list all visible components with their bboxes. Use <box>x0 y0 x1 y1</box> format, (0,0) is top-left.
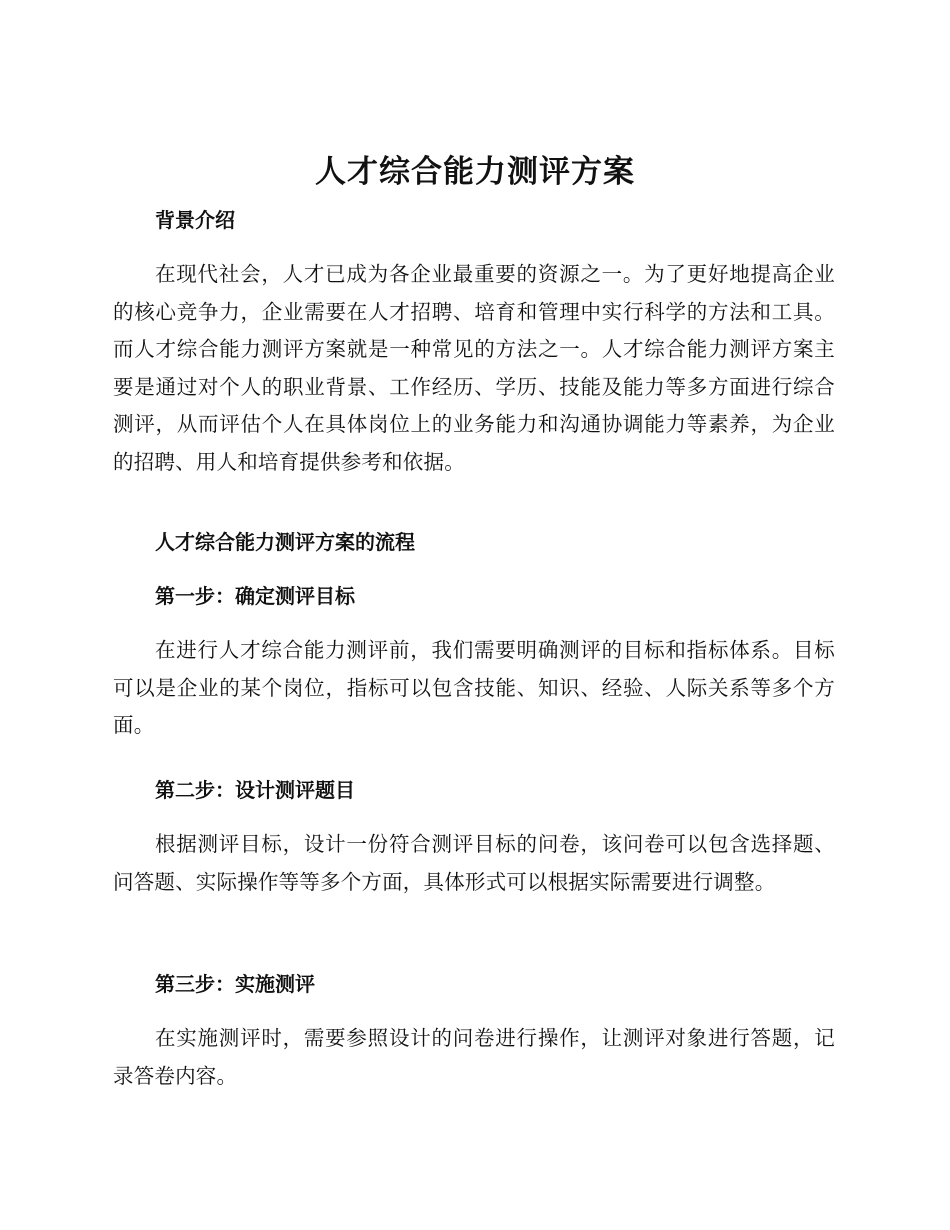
paragraph-step-two: 根据测评目标，设计一份符合测评目标的问卷，该问卷可以包含选择题、问答题、实际操作等等多个方面，具体形式可以根据实际需要进行调整。 <box>113 832 835 894</box>
document-title: 人才综合能力测评方案 <box>315 154 635 190</box>
section-heading-process: 人才综合能力测评方案的流程 <box>155 530 415 554</box>
section-heading-step-two: 第二步：设计测评题目 <box>155 778 355 802</box>
section-heading-background: 背景介绍 <box>155 208 235 232</box>
paragraph-step-one: 在进行人才综合能力测评前，我们需要明确测评的目标和指标体系。目标可以是企业的某个岗位，指标可以包含技能、知识、经验、人际关系等多个方面。 <box>113 638 835 738</box>
section-heading-step-three: 第三步：实施测评 <box>155 972 315 996</box>
paragraph-step-three: 在实施测评时，需要参照设计的问卷进行操作，让测评对象进行答题，记录答卷内容。 <box>113 1026 835 1088</box>
paragraph-background: 在现代社会，人才已成为各企业最重要的资源之一。为了更好地提高企业的核心竞争力，企业需要在人才招聘、培育和管理中实行科学的方法和工具。而人才综合能力测评方案就是一种常见的方法之一。人才综合能力测评方案主要是通过对个人的职业背景、工作经历、学历、技能及能力等多方面进行综合测评，从而评估个人在具体岗位上的业务能力和沟通协调能力等素养，为企业的招聘、用人和培育提供参考和依据。 <box>113 262 835 474</box>
section-heading-step-one: 第一步：确定测评目标 <box>155 584 355 608</box>
